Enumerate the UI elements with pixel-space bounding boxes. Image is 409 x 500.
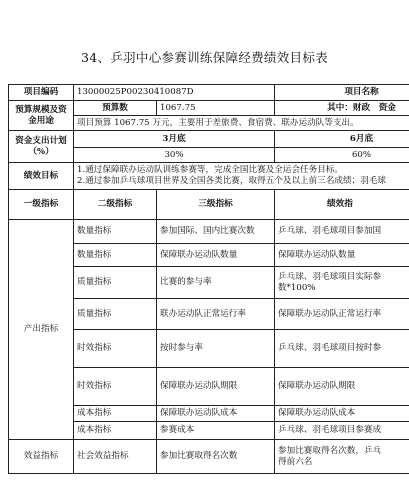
target-value-line-2: 数*100%	[278, 282, 316, 293]
target-value-line-1: 乒乓球、羽毛球项目实际参	[278, 271, 382, 282]
performance-target-table	[8, 84, 409, 474]
third-level-cell: 比赛的参与率	[157, 267, 275, 299]
schedule-m3-value: 30%	[74, 148, 275, 163]
target-value-line-2: 得前六名	[278, 456, 313, 467]
col-first-level: 一级指标	[9, 190, 74, 220]
second-level-cell: 数量指标	[74, 220, 157, 244]
target-value-cell	[275, 267, 409, 299]
second-level-cell: 质量指标	[74, 267, 157, 299]
budget-usage-label: 预算规模及资金用途	[9, 101, 74, 131]
schedule-head-row	[9, 131, 409, 148]
project-code-label: 项目编码	[9, 85, 74, 101]
third-level-cell: 按时参与率	[157, 330, 275, 368]
target-value-cell: 保障联办运动队正常运行率	[275, 299, 409, 330]
schedule-m6-label: 6月底	[275, 131, 409, 148]
col-third-level: 三级指标	[157, 190, 275, 220]
schedule-m6-value: 60%	[275, 148, 409, 163]
second-level-cell: 时效指标	[74, 330, 157, 368]
effect-indicator-label: 效益指标	[9, 440, 74, 474]
table-row	[9, 220, 409, 244]
indicator-header-row	[9, 190, 409, 220]
third-level-cell: 联办运动队正常运行率	[157, 299, 275, 330]
page-title: 34、乒羽中心参赛训练保障经费绩效目标表	[81, 50, 328, 65]
col-second-level: 二级指标	[74, 190, 157, 220]
second-level-cell: 数量指标	[74, 244, 157, 267]
project-code-value: 13000025P00230410087D	[74, 85, 275, 101]
second-level-cell: 时效指标	[74, 368, 157, 406]
third-level-cell: 参加国际、国内比赛次数	[157, 220, 275, 244]
budget-amount-value: 1067.75	[157, 101, 275, 116]
second-level-cell: 质量指标	[74, 299, 157, 330]
output-indicator-label: 产出指标	[9, 220, 74, 440]
project-name-label: 项目名称	[275, 85, 409, 101]
second-level-cell: 成本指标	[74, 406, 157, 422]
third-level-cell: 参加比赛取得名次数	[157, 440, 275, 474]
target-value-cell: 乒乓球、羽毛球项目按时参	[275, 330, 409, 368]
schedule-label: 资金支出计划（%）	[9, 131, 74, 163]
target-value-cell: 乒乓球、羽毛球项目参加国	[275, 220, 409, 244]
target-value-cell: 乒乓球、羽毛球项目参赛成	[275, 422, 409, 440]
target-value-cell	[275, 440, 409, 474]
budget-amount-label: 预算数	[74, 101, 157, 116]
table-row	[9, 440, 409, 474]
target-value-line-1: 参加比赛取得名次数，乒乓	[278, 445, 382, 456]
second-level-cell: 社会效益指标	[74, 440, 157, 474]
col-target-value: 绩效指	[275, 190, 409, 220]
budget-usage-text: 项目预算 1067.75 万元，主要用于差旅费、食宿费、联办运动队等支出。	[74, 116, 409, 131]
second-level-cell: 成本指标	[74, 422, 157, 440]
goals-line-2: 2.通过参加乒乓球项目世界及全国各类比赛，取得五个及以上前三名成绩；羽毛球	[77, 176, 386, 186]
budget-amount-row	[9, 101, 409, 116]
target-value-cell: 保障联办运动队成本	[275, 406, 409, 422]
goals-row	[9, 163, 409, 190]
goals-line-1: 1.通过保障联办运动队训练参赛等，完成全国比赛及全运会任务目标。	[77, 165, 344, 175]
schedule-m3-label: 3月底	[74, 131, 275, 148]
third-level-cell: 保障联办运动队期限	[157, 368, 275, 406]
third-level-cell: 参赛成本	[157, 422, 275, 440]
goals-label: 绩效目标	[9, 163, 74, 190]
target-value-cell: 保障联办运动队数量	[275, 244, 409, 267]
budget-source-label: 其中：财政 资金	[275, 101, 409, 116]
third-level-cell: 保障联办运动队成本	[157, 406, 275, 422]
project-code-row	[9, 85, 409, 101]
goals-text	[74, 163, 409, 190]
target-value-cell: 保障联办运动队期限	[275, 368, 409, 406]
third-level-cell: 保障联办运动队数量	[157, 244, 275, 267]
